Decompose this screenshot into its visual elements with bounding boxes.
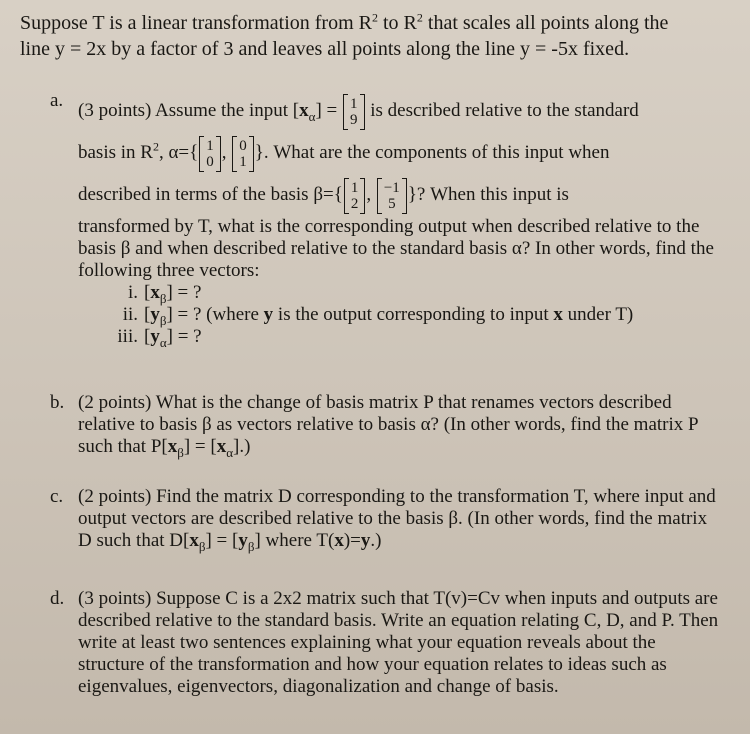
text: , bbox=[221, 142, 232, 163]
text: [ bbox=[144, 282, 151, 303]
vec-entry: 0 bbox=[239, 137, 247, 154]
var-y: y bbox=[238, 530, 248, 551]
var-y: y bbox=[263, 304, 274, 325]
sub-item-number: ii. bbox=[122, 304, 138, 325]
part-d bbox=[50, 588, 720, 698]
beta-vector-1 bbox=[344, 178, 366, 214]
var-x: x bbox=[167, 436, 178, 457]
part-c bbox=[50, 486, 720, 552]
beta-vector-2 bbox=[377, 178, 407, 214]
problem-intro bbox=[20, 10, 732, 62]
text: [ bbox=[144, 304, 151, 325]
intro-text-2: to R bbox=[377, 12, 417, 34]
superscript: 2 bbox=[152, 139, 159, 154]
part-a-line-1 bbox=[78, 90, 720, 132]
vec-entry: 2 bbox=[350, 195, 359, 212]
vec-entry: 1 bbox=[350, 179, 359, 196]
var-x: x bbox=[553, 304, 563, 325]
alpha-vector-2 bbox=[232, 136, 254, 172]
var-x: x bbox=[150, 282, 160, 303]
part-a-paragraph bbox=[78, 216, 720, 282]
vec-entry: −1 bbox=[383, 179, 400, 196]
subscript: β bbox=[177, 444, 184, 460]
intro-text-1: Suppose T is a linear transformation from R bbox=[20, 12, 372, 34]
part-d-label: d. bbox=[50, 588, 65, 609]
part-a-label: a. bbox=[50, 90, 64, 111]
subscript: α bbox=[308, 108, 316, 124]
text: (2 points) Find the matrix D corresponding to the transformation T, where input and output vectors are described relative to the basis β. (In other words, find the matrix D such that D[ bbox=[78, 486, 716, 551]
text: }? When this input is bbox=[407, 184, 569, 205]
var-y: y bbox=[150, 326, 160, 347]
intro-text-4: line y = 2x by a factor of 3 and leaves all points along the line y = -5x fixed. bbox=[20, 38, 630, 60]
superscript: 2 bbox=[371, 10, 378, 25]
sub-item-i bbox=[78, 282, 720, 304]
text: (2 points) What is the change of basis matrix P that renames vectors described relative to basis β as vectors relative to basis α? (In other words, find the matrix P such that P[ bbox=[78, 392, 698, 457]
part-a-line-2 bbox=[78, 132, 720, 174]
text: is described relative to the standard bbox=[365, 100, 639, 121]
var-y: y bbox=[150, 304, 160, 325]
alpha-vector-1 bbox=[199, 136, 221, 172]
subscript: β bbox=[247, 538, 255, 554]
sub-item-ii bbox=[78, 304, 720, 326]
sub-item-number: iii. bbox=[117, 326, 138, 347]
text: (3 points) Suppose C is a 2x2 matrix such that T(v)=Cv when inputs and outputs are described relative to the standard basis. Write an equation relating C, D, and P. Then write at least two sentences explaining what your equation reveals about the structure of the transformation and how your equation relates to ideas such as eigenvalues, eigenvectors, diagonalization and change of basis. bbox=[78, 588, 719, 697]
text: ] = ? bbox=[166, 326, 202, 347]
text: ].) bbox=[233, 436, 251, 457]
input-vector bbox=[343, 94, 365, 130]
text: , bbox=[366, 184, 376, 205]
text: is the output corresponding to input bbox=[273, 304, 554, 325]
part-b-label: b. bbox=[50, 392, 65, 413]
vec-entry: 1 bbox=[350, 95, 358, 112]
vec-entry: 5 bbox=[388, 195, 396, 212]
text: ] where T( bbox=[254, 530, 335, 551]
subscript: β bbox=[159, 312, 167, 328]
text: ] = ? (where bbox=[166, 304, 264, 325]
part-c-label: c. bbox=[50, 486, 64, 507]
part-a bbox=[50, 90, 720, 348]
text: under T) bbox=[562, 304, 634, 325]
intro-text-3: that scales all points along the bbox=[422, 12, 669, 34]
var-x: x bbox=[299, 100, 309, 121]
var-x: x bbox=[189, 530, 199, 551]
vec-entry: 9 bbox=[350, 111, 358, 128]
sub-item-iii bbox=[78, 326, 720, 348]
text: ] = [ bbox=[183, 436, 217, 457]
vec-entry: 0 bbox=[206, 153, 214, 170]
subscript: α bbox=[226, 444, 234, 460]
text: )= bbox=[343, 530, 361, 551]
text: .) bbox=[370, 530, 382, 551]
var-x: x bbox=[216, 436, 227, 457]
text: [ bbox=[144, 326, 151, 347]
text: basis in R bbox=[78, 142, 153, 163]
text: }. What are the components of this input when bbox=[254, 142, 610, 163]
subscript: β bbox=[159, 290, 167, 306]
text: , α={ bbox=[158, 142, 199, 163]
part-b bbox=[50, 392, 720, 458]
text: (3 points) Assume the input [ bbox=[78, 100, 300, 121]
text: ] = bbox=[315, 100, 342, 121]
text: transformed by T, what is the corresponding output when described relative to the basis β and when described relative to the standard basis α? In other words, find the following three vectors: bbox=[78, 216, 714, 281]
var-x: x bbox=[334, 530, 344, 551]
var-y: y bbox=[360, 530, 371, 551]
text: described in terms of the basis β={ bbox=[78, 184, 343, 205]
superscript: 2 bbox=[416, 10, 423, 25]
subscript: α bbox=[159, 334, 167, 350]
text: ] = [ bbox=[205, 530, 239, 551]
sub-item-number: i. bbox=[127, 282, 138, 303]
subscript: β bbox=[198, 538, 206, 554]
part-a-line-3 bbox=[78, 174, 720, 216]
vec-entry: 1 bbox=[206, 137, 214, 154]
vec-entry: 1 bbox=[239, 153, 247, 170]
text: ] = ? bbox=[166, 282, 202, 303]
